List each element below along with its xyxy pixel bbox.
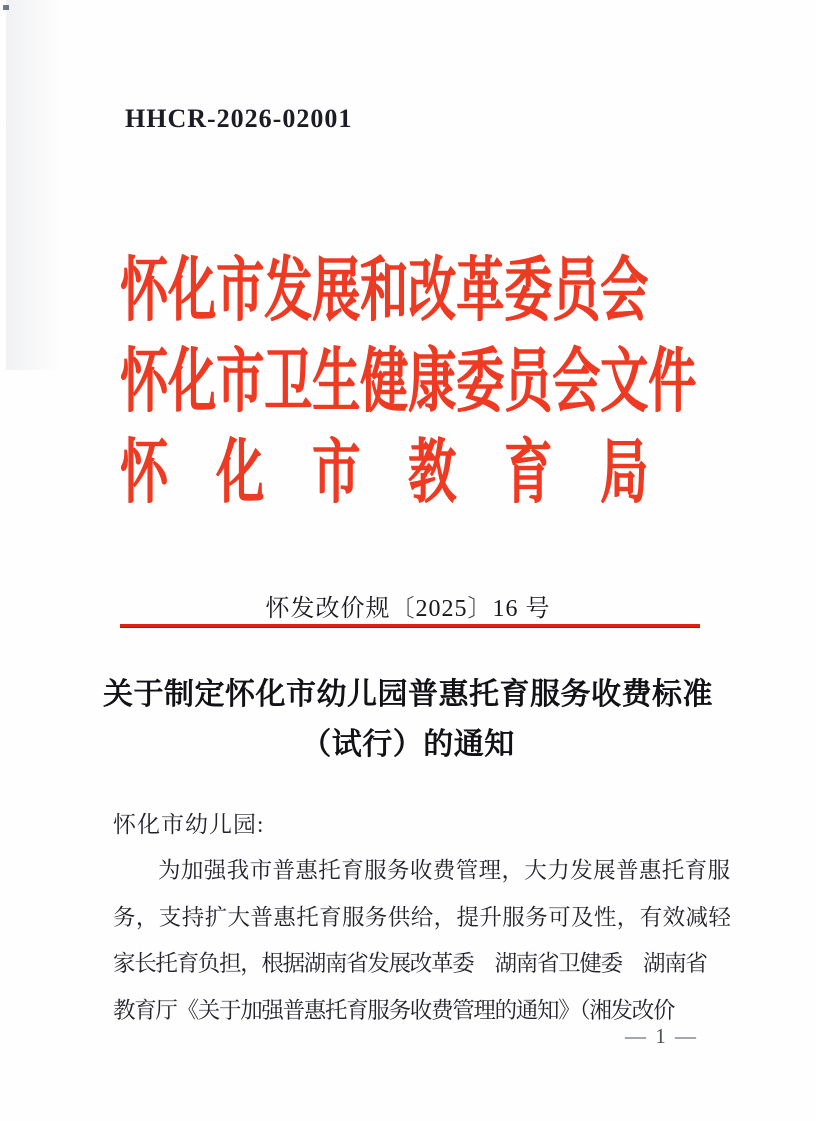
scan-edge-artifact bbox=[6, 0, 64, 370]
document-title-line-2: （试行）的通知 bbox=[301, 728, 515, 761]
document-title bbox=[0, 670, 816, 770]
red-divider-rule bbox=[120, 624, 700, 628]
document-reference-number: 怀发改价规〔2025〕16 号 bbox=[265, 596, 551, 622]
body-line-2: 务，支持扩大普惠托育服务供给，提升服务可及性，有效减轻 bbox=[113, 904, 732, 930]
red-letterhead bbox=[120, 246, 716, 519]
letterhead-line-development-reform-commission: 怀化市发展和改革委员会 bbox=[120, 253, 649, 330]
body-line-1: 为加强我市普惠托育服务收费管理，大力发展普惠托育服 bbox=[158, 858, 731, 883]
scan-speck bbox=[3, 5, 9, 10]
page-number: — 1 — bbox=[625, 1024, 698, 1048]
document-title-line-1: 关于制定怀化市幼儿园普惠托育服务收费标准 bbox=[103, 678, 713, 711]
salutation: 怀化市幼儿园: bbox=[113, 812, 265, 837]
body-line-3: 家长托育负担，根据湖南省发展改革委 湖南省卫健委 湖南省 bbox=[113, 951, 707, 976]
document-code: HHCR-2026-02001 bbox=[125, 104, 353, 133]
body-paragraph bbox=[113, 848, 732, 1034]
body-line-4: 教育厅《关于加强普惠托育服务收费管理的通知》（湘发改价 bbox=[113, 997, 675, 1023]
letterhead-line-education-bureau: 怀 化 市 教 育 局 bbox=[120, 435, 649, 512]
letterhead-line-health-commission-document: 怀化市卫生健康委员会文件 bbox=[120, 344, 697, 421]
